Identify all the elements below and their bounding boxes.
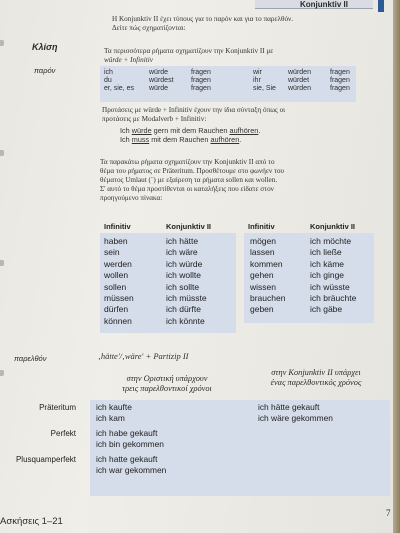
verb-konjunktiv: ich bräuchte (310, 293, 357, 304)
verb-infinitive: wissen (250, 281, 276, 292)
verb-infinitive: geben (250, 304, 274, 315)
header-infinitiv-right: Infinitiv (248, 222, 275, 231)
margin-label-past: παρελθόν (14, 354, 47, 363)
margin-label-present: παρόν (34, 66, 56, 75)
verb-infinitive: müssen (104, 293, 134, 304)
verb-infinitive: haben (104, 236, 128, 246)
binding-ring (0, 150, 4, 156)
verb-konjunktiv: ich wollte (166, 270, 201, 281)
tense-example: ich kam (96, 413, 125, 423)
verb-konjunktiv: ich wüsste (310, 281, 350, 292)
verb-infinitive: können (104, 315, 132, 326)
wuerde-intro-text: Τα περισσότερα ρήματα σχηματίζουν την Konjunktiv II με würde + Infinitiv (104, 47, 274, 64)
verb-konjunktiv: ich müsste (166, 293, 207, 304)
header-konjunktiv-left: Konjunktiv II (166, 222, 211, 231)
margin-label-klisi: Κλίση (32, 42, 58, 52)
wuerde-cell: würdest (149, 77, 174, 85)
verb-konjunktiv: ich hätte (166, 236, 199, 246)
verb-row (104, 236, 207, 247)
wuerde-row (104, 69, 370, 77)
verb-row (250, 259, 356, 270)
verb-row (104, 259, 207, 270)
wuerde-cell: er, sie, es (104, 85, 134, 93)
page-number: 7 (386, 508, 391, 518)
wuerde-cell: würde (149, 85, 169, 93)
verb-row (250, 236, 356, 247)
wuerde-conjugation-table (104, 69, 370, 94)
wuerde-cell: würden (288, 69, 311, 76)
header-infinitiv-left: Infinitiv (104, 222, 131, 231)
verb-konjunktiv: ich ginge (310, 270, 345, 281)
verb-row (250, 270, 356, 281)
example-muss: Ich muss mit dem Rauchen aufhören. (120, 135, 242, 144)
tense-label: Plusquamperfekt (15, 455, 76, 464)
wuerde-cell: sie, Sie (253, 85, 276, 93)
verb-konjunktiv: ich gäbe (310, 304, 343, 315)
tense-example: ich war gekommen (96, 465, 167, 475)
verb-konjunktiv: ich könnte (166, 315, 205, 326)
tense-label: Präteritum (39, 403, 76, 412)
wuerde-row (104, 85, 370, 93)
verb-row (104, 282, 207, 293)
past-col-left-title: στην Οριστική υπάρχουν τρεις παρελθοντικοί χρόνοι (122, 374, 212, 393)
tense-example: ich hatte gekauft (96, 454, 158, 464)
verb-row (250, 282, 356, 293)
syntax-text: Προτάσεις με würde + Infinitiv έχουν την ίδια σύνταξη όπως οι προτάσεις με Modalverb + Infinitiv: (102, 106, 286, 123)
wuerde-cell: würdet (288, 77, 310, 85)
intro-text: Η Konjunktiv II έχει τύπους για το παρόν και για το παρελθόν. Δείτε πώς σχηματίζονται: (112, 15, 294, 32)
wuerde-cell: fragen (330, 69, 350, 76)
verb-konjunktiv: ich würde (166, 258, 203, 269)
verb-row (104, 270, 207, 281)
verb-infinitive: lassen (250, 247, 275, 258)
wuerde-cell: fragen (191, 69, 211, 76)
binding-ring (0, 370, 4, 376)
tense-example: ich kaufte (96, 402, 132, 412)
wuerde-cell: fragen (330, 85, 350, 93)
past-col-right-title: στην Konjunktiv II υπάρχει ένας παρελθοντικός χρόνος (270, 368, 362, 387)
verb-list-left (104, 236, 207, 327)
verb-row (250, 293, 356, 304)
binding-ring (0, 260, 4, 266)
verb-infinitive: kommen (250, 258, 283, 269)
wuerde-cell: wir (253, 69, 262, 76)
verb-infinitive: dürfen (104, 304, 129, 315)
verb-row (104, 293, 207, 304)
verb-list-right (250, 236, 356, 316)
page-edge (393, 0, 400, 533)
konj-past-line: ich wäre gekommen (258, 413, 333, 423)
verb-infinitive: mögen (250, 236, 276, 246)
verb-infinitive: sollen (104, 281, 127, 292)
tense-example: ich bin gekommen (96, 439, 164, 449)
wuerde-cell: ihr (253, 77, 261, 85)
wuerde-cell: fragen (191, 77, 211, 85)
tense-label: Perfekt (50, 429, 76, 438)
verb-row (104, 247, 207, 258)
verb-infinitive: wollen (104, 270, 129, 281)
wuerde-cell: ich (104, 69, 113, 76)
example-wuerde: Ich würde gern mit dem Rauchen aufhören. (120, 126, 261, 135)
past-heading: ‚hätte'/‚wäre' + Partizip II (98, 351, 189, 361)
wuerde-cell: du (104, 77, 112, 85)
verb-konjunktiv: ich dürfte (166, 304, 201, 315)
exercises-reference: Ασκήσεις 1–21 (0, 516, 63, 527)
chapter-marker (378, 0, 384, 12)
verb-konjunktiv: ich käme (310, 258, 345, 269)
praeteritum-text: Τα παρακάτω ρήματα σχηματίζουν την Konjunktiv II από το θέμα του ρήματος σε Präteritum. Προσθέτουμε στο φωνήεν του θέματος Umlaut (¨) με εξαίρεση τα ρήματα sollen και wollen. Σ' αυτό το θέμα προστίθενται οι καταλήξεις που είδατε στον προηγούμενο πίνακα: (100, 158, 284, 202)
wuerde-cell: würde (149, 69, 169, 76)
verb-infinitive: sein (104, 247, 120, 258)
verb-infinitive: gehen (250, 270, 274, 281)
verb-row (250, 304, 356, 315)
verb-row (250, 247, 356, 258)
wuerde-row (104, 77, 370, 85)
verb-infinitive: werden (104, 258, 132, 269)
verb-row (104, 316, 207, 327)
wuerde-cell: fragen (330, 77, 350, 85)
verb-konjunktiv: ich wäre (166, 247, 198, 258)
konj-past-line: ich hätte gekauft (258, 402, 320, 412)
verb-konjunktiv: ich möchte (310, 236, 352, 246)
verb-row (104, 304, 207, 315)
verb-infinitive: brauchen (250, 293, 286, 304)
tense-example: ich habe gekauft (96, 428, 158, 438)
wuerde-cell: würden (288, 85, 311, 93)
running-title: Konjunktiv II (300, 0, 348, 9)
binding-ring (0, 40, 4, 46)
verb-konjunktiv: ich ließe (310, 247, 342, 258)
wuerde-cell: fragen (191, 85, 211, 93)
verb-konjunktiv: ich sollte (166, 281, 200, 292)
header-konjunktiv-right: Konjunktiv II (310, 222, 355, 231)
